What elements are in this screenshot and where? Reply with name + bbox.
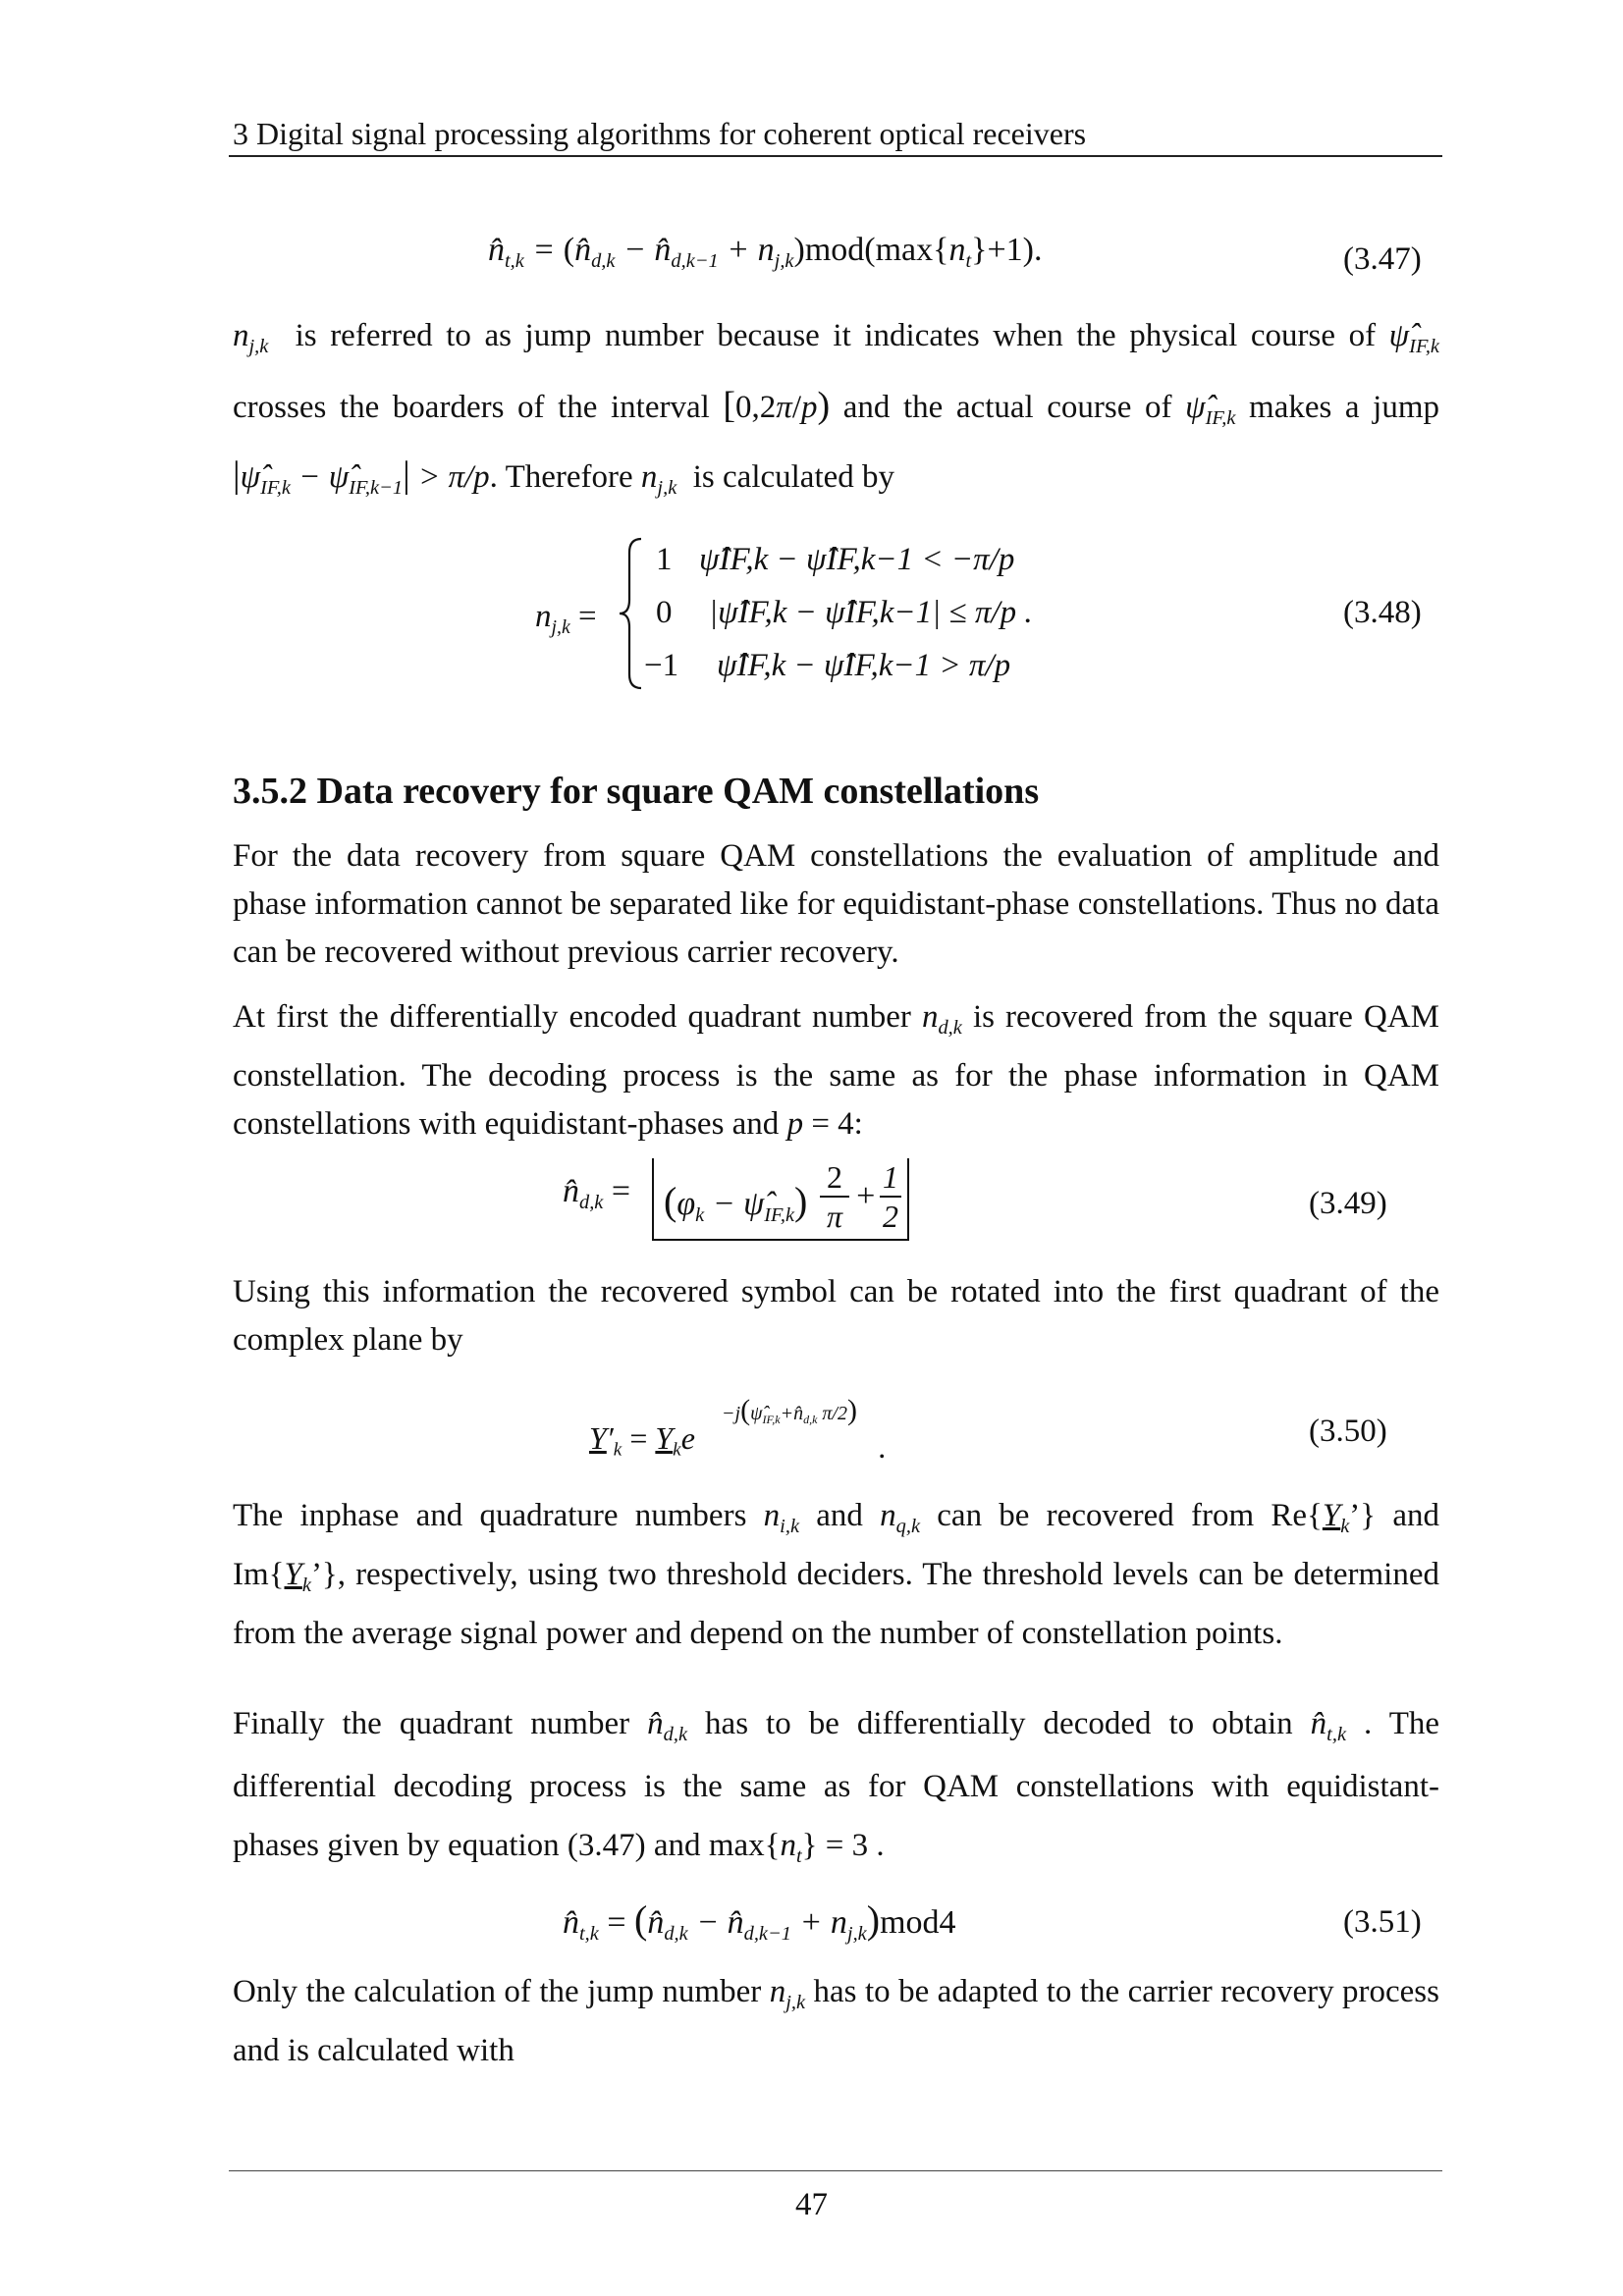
case-2-value: 0 — [656, 595, 673, 630]
paragraph-threshold-deciders: The inphase and quadrature numbers $n_{i,k}$ and $n_{q,k}$ can be recovered from $Re\{Y_k’\}$ and $Im\{Y_k’\}$, respectively, using two threshold deciders. The threshold levels can be determined from the average signal power and depend on the number of constellation points. — [233, 1498, 1440, 1652]
p3-text-3: = 4: — [811, 1106, 863, 1143]
p1-text-2: crosses the boarders of the interval — [233, 390, 710, 425]
p5-text-1: The inphase and quadrature numbers — [233, 1498, 747, 1533]
paragraph-differential-line-3: phases given by equation (3.47) and $\max\{n_t\} = 3$ . — [233, 1828, 885, 1868]
paragraph-data-recovery: For the data recovery from square QAM constellations the evaluation of amplitude and phase information cannot be separated like for equidistant-phase constellations. Thus no data can be recovered without previous carrier recovery. — [233, 838, 1439, 970]
p3-text-2: is recovered from the square QAM constellation. The decoding process is the same as for the phase information in QAM constellations with equidistant-phases and — [233, 999, 1440, 1143]
p1-text-1: is referred to as jump number because it indicates when the physical course of — [295, 318, 1377, 353]
equation-3-51: $n̂_{t,k}$ = ($n̂_{d,k}$ − $n̂_{d,k-1} + n_{j,k})mod4$ — [563, 1897, 956, 1946]
p3-text-1: At first the differentially encoded quadrant number — [233, 999, 911, 1035]
p7-text-1: Only the calculation of the jump number — [233, 1974, 762, 2009]
p1-text-4: makes a jump — [1249, 390, 1440, 425]
equation-3-48: $n_{j,k}$ = — [535, 599, 597, 638]
equation-number-3-50: (3.50) — [1309, 1414, 1387, 1449]
equation-3-49-body: ($\varphi_k$ − $\psî_{IF,k}$) — [664, 1179, 808, 1227]
plus-sign: + — [854, 1178, 877, 1214]
cases-brace — [616, 535, 645, 692]
paragraph-jump-number-line-2: crosses the boarders of the interval [0,2π/p) and the actual course of $\psî_{IF,k}$ makes a jump — [233, 385, 1440, 430]
fraction-2-over-pi: 2 π — [820, 1158, 849, 1235]
case-2-condition-text: |ψ̂IF,k − ψ̂IF,k−1| ≤ π/p . — [709, 595, 1033, 630]
case-3-value: −1 — [644, 648, 679, 683]
equation-number-3-48: (3.48) — [1343, 595, 1422, 630]
header-rule — [229, 155, 1442, 157]
equation-number-3-51: (3.51) — [1343, 1904, 1422, 1940]
case-1-value: 1 — [656, 542, 673, 577]
p1-text-5: . Therefore — [489, 459, 633, 495]
p1-text-3: and the actual course of — [842, 390, 1172, 425]
paragraph-jump-number-line-3: $|\psî_{IF,k}$ − $\psî_{IF,k-1}| > \pi/p$. Therefore $n_{j,k}$ is calculated by — [233, 454, 895, 500]
paragraph-jump-number-line-1: $n_{j,k}$ is referred to as jump number because it indicates when the physical course of $\psî_{IF,k}$ — [233, 318, 1440, 358]
p5-text-4: ’} and Im{ — [233, 1498, 1440, 1593]
equation-number-3-47: (3.47) — [1343, 241, 1422, 277]
running-header: 3 Digital signal processing algorithms for coherent optical receivers — [233, 116, 1087, 151]
p5-text-5: ’}, respectively, using two threshold deciders. The threshold levels can be determined from the average signal power and depend on the number of constellation points. — [233, 1557, 1439, 1652]
paragraph-jump-adapted: Only the calculation of the jump number $n_{j,k}$ has to be adapted to the carrier recovery process and is calculated with — [233, 1974, 1439, 2069]
p5-text-3: can be recovered from Re{ — [937, 1498, 1323, 1533]
p5-text-2: and — [816, 1498, 863, 1533]
equation-3-50-exponent: $-j(\psî_{IF,k}+n̂_{d,k}$ π/2) — [722, 1394, 857, 1427]
p6-text-2: has to be differentially decoded to obtain — [705, 1706, 1293, 1741]
paragraph-differential-line-1: Finally the quadrant number $n̂_{d,k}$ has to be differentially decoded to obtain $n̂_{t,k}$ . The — [233, 1706, 1440, 1746]
p7-text-2: has to be adapted to the carrier recovery process and is calculated with — [233, 1974, 1439, 2069]
p6-text-3: phases given by equation (3.47) and — [233, 1828, 701, 1863]
footer-rule — [229, 2170, 1442, 2171]
equation-number-3-49: (3.49) — [1309, 1186, 1387, 1221]
p6-text-1: Finally the quadrant number — [233, 1706, 630, 1741]
equation-3-50: $Y'_k = Y_ke$ — [589, 1420, 695, 1461]
equation-3-49: $n̂_{d,k}$ = — [563, 1173, 631, 1214]
fraction-1-over-2: 1 2 — [880, 1158, 901, 1235]
paragraph-rotation: Using this information the recovered symbol can be rotated into the first quadrant of the complex plane by — [233, 1274, 1439, 1358]
equation-3-47: $n̂_{t,k}$ = ($n̂_{d,k}$ − $n̂_{d,k-1} + n_{j,k})mod(\max\{n_t\}+1)$. — [488, 232, 1043, 273]
p1-text-6: is calculated by — [692, 459, 895, 495]
paragraph-differential-line-2: differential decoding process is the same as for QAM constellations with equidistant- — [233, 1769, 1439, 1804]
page-number: 47 — [795, 2187, 828, 2222]
equation-3-50-period: . — [879, 1429, 887, 1465]
case-1-condition: ψ̂IF,k − ψ̂IF,k−1 < −π/p — [699, 542, 1015, 577]
case-3-condition: ψ̂IF,k − ψ̂IF,k−1 > π/p — [717, 648, 1011, 683]
section-title: 3.5.2 Data recovery for square QAM constellations — [233, 771, 1040, 812]
paragraph-quadrant-number: At first the differentially encoded quadrant number $n_{d,k}$ is recovered from the square QAM constellation. The decoding process is the same as for the phase information in QAM constellations with equidistant-phases and p = 4: — [233, 999, 1440, 1143]
